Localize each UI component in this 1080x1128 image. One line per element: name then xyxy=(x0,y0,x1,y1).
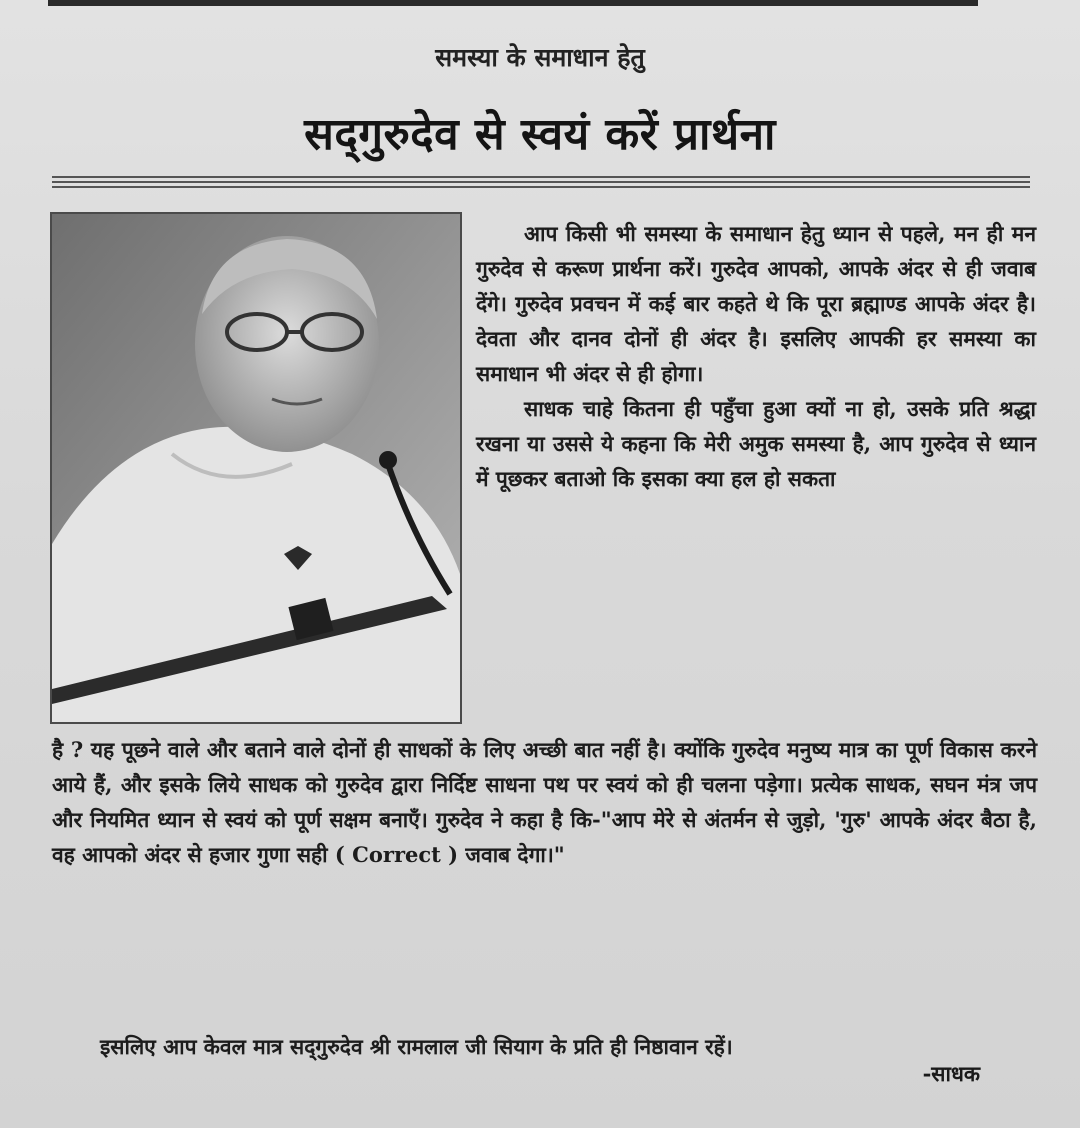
headline-divider xyxy=(52,176,1030,191)
top-rule xyxy=(48,0,978,6)
article-kicker: समस्या के समाधान हेतु xyxy=(435,43,645,72)
column-paragraph-1: आप किसी भी समस्या के समाधान हेतु ध्यान से पहले, मन ही मन गुरुदेव से करूण प्रार्थना करें। गुरुदेव आपको, आपके अंदर से ही जवाब देंगे। गुरुदेव प्रवचन में कई बार कहते थे कि पूरा ब्रह्माण्ड आपके अंदर है। देवता और दानव दोनों ही अंदर है। इसलिए आपकी हर समस्या का समाधान भी अंदर से ही होगा। xyxy=(476,221,1036,386)
article-author: -साधक xyxy=(922,1061,980,1086)
closing-paragraph: इसलिए आप केवल मात्र सद्‌गुरुदेव श्री रामलाल जी सियाग के प्रति ही निष्ठावान रहें। xyxy=(100,1034,733,1059)
article-headline: सद्‌गुरुदेव से स्वयं करें प्रार्थना xyxy=(304,109,776,160)
article-full-width-text xyxy=(52,732,1037,872)
speaker-photo xyxy=(50,212,462,724)
full-paragraph: है ? यह पूछने वाले और बताने वाले दोनों ही साधकों के लिए अच्छी बात नहीं है। क्योंकि गुरुदेव मनुष्य मात्र का पूर्ण विकास करने आये हैं, और इसके लिये साधक को गुरुदेव द्वारा निर्दिष्ट साधना पथ पर स्वयं को ही चलना पड़ेगा। प्रत्येक साधक, सघन मंत्र जप और नियमित ध्यान से स्वयं को पूर्ण सक्षम बनाएँ। गुरुदेव ने कहा है कि-"आप मेरे से अंतर्मन से जुड़ो, 'गुरु' आपके अंदर बैठा है, वह आपको अंदर से हजार गुणा सही ( Correct ) जवाब देगा।" xyxy=(52,737,1037,867)
column-paragraph-2: साधक चाहे कितना ही पहुँचा हुआ क्यों ना हो, उसके प्रति श्रद्धा रखना या उससे ये कहना कि मेरी अमुक समस्या है, आप गुरुदेव से ध्यान में पूछकर बताओ कि इसका क्या हल हो सकता xyxy=(476,396,1036,491)
article-column-text xyxy=(476,216,1036,496)
article-closing-text xyxy=(52,1008,1037,1085)
